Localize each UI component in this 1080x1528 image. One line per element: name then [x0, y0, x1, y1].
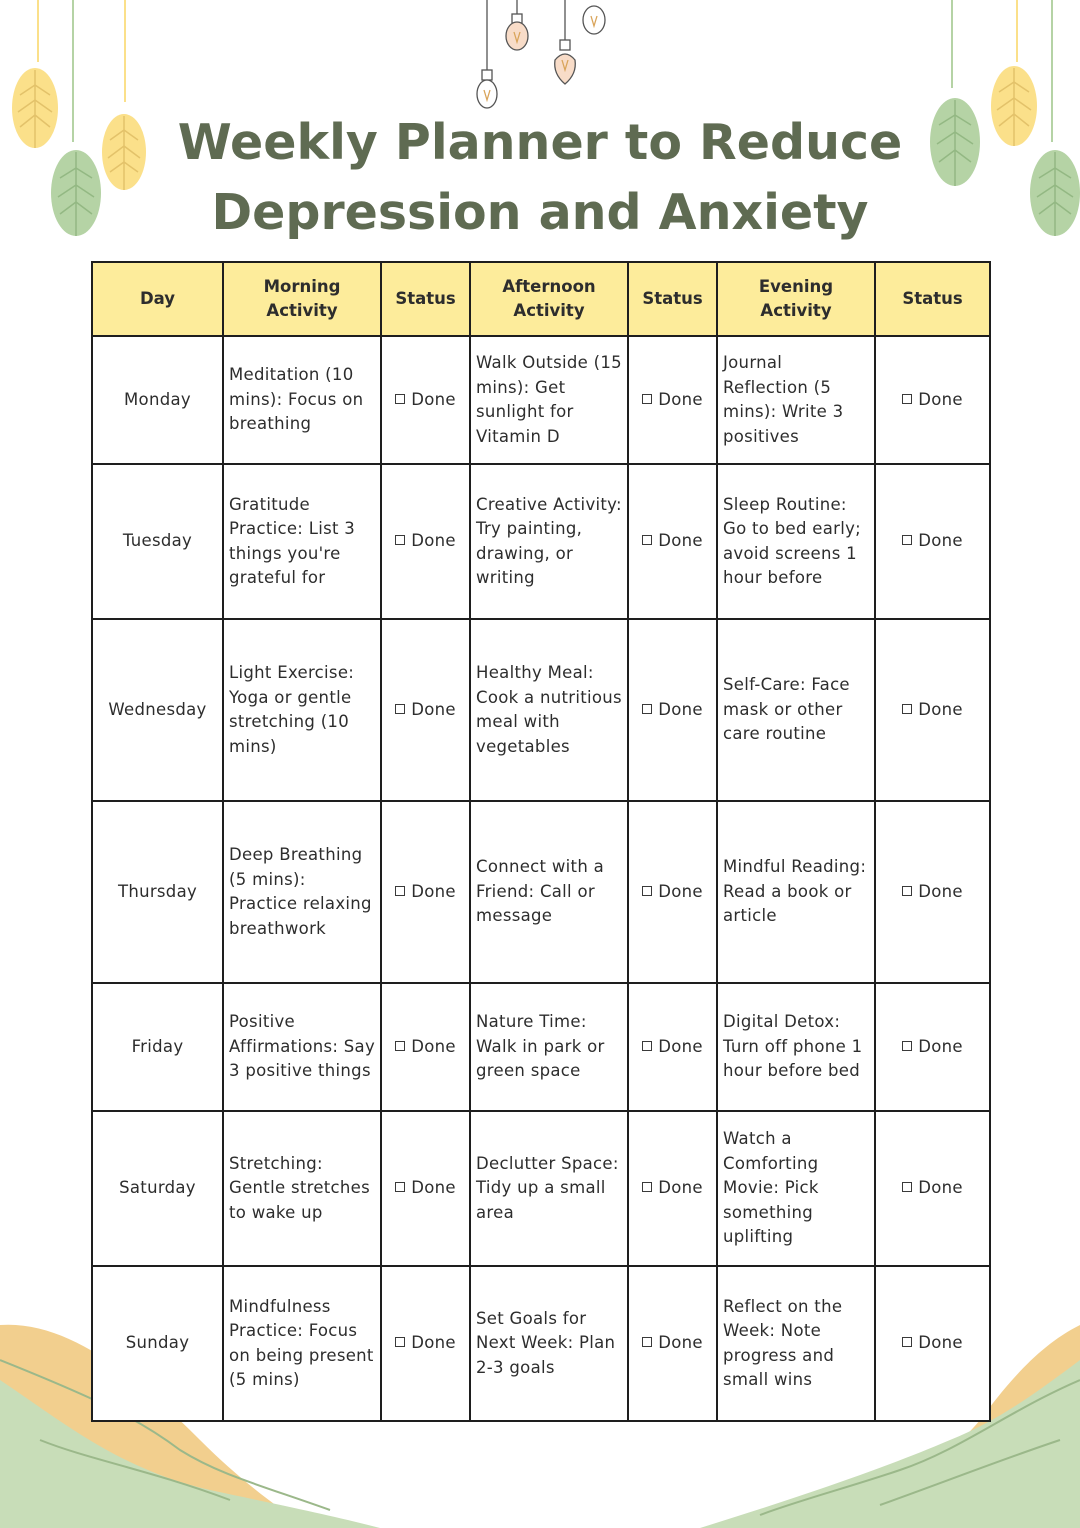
status-label: Done: [918, 1036, 963, 1056]
table-row-thursday: [92, 801, 990, 983]
header-status-evening: Status: [875, 262, 990, 336]
status-label: Done: [411, 1333, 456, 1353]
table-row-saturday: [92, 1111, 990, 1266]
status-label: Done: [411, 531, 456, 551]
afternoon-activity-cell: Declutter Space: Tidy up a small area: [470, 1111, 628, 1266]
checkbox-icon: [642, 704, 652, 714]
evening-status-checkbox[interactable]: [875, 464, 990, 619]
table-row-tuesday: [92, 464, 990, 619]
header-afternoon-activity: Afternoon Activity: [470, 262, 628, 336]
afternoon-status-checkbox[interactable]: [628, 619, 717, 801]
checkbox-icon: [642, 394, 652, 404]
morning-status-checkbox[interactable]: [381, 801, 470, 983]
evening-activity-cell: Reflect on the Week: Note progress and small wins: [717, 1266, 875, 1421]
checkbox-icon: [642, 1041, 652, 1051]
checkbox-icon: [395, 1041, 405, 1051]
header-morning-activity: Morning Activity: [223, 262, 381, 336]
morning-status-checkbox[interactable]: [381, 336, 470, 464]
checkbox-icon: [902, 704, 912, 714]
afternoon-activity-cell: Creative Activity: Try painting, drawing, or writing: [470, 464, 628, 619]
day-cell: Tuesday: [92, 464, 223, 619]
day-cell: Monday: [92, 336, 223, 464]
status-label: Done: [918, 881, 963, 901]
light-bulbs-icon: [477, 0, 605, 108]
status-label: Done: [918, 1333, 963, 1353]
afternoon-status-checkbox[interactable]: [628, 1266, 717, 1421]
page-title: [0, 108, 1080, 248]
weekly-planner-table: [91, 261, 991, 1422]
afternoon-activity-cell: Healthy Meal: Cook a nutritious meal with vegetables: [470, 619, 628, 801]
morning-status-checkbox[interactable]: [381, 983, 470, 1111]
status-label: Done: [411, 881, 456, 901]
table-row-friday: [92, 983, 990, 1111]
table-row-sunday: [92, 1266, 990, 1421]
checkbox-icon: [395, 1182, 405, 1192]
day-cell: Wednesday: [92, 619, 223, 801]
morning-status-checkbox[interactable]: [381, 1111, 470, 1266]
checkbox-icon: [642, 535, 652, 545]
status-label: Done: [918, 531, 963, 551]
evening-status-checkbox[interactable]: [875, 983, 990, 1111]
status-label: Done: [411, 1036, 456, 1056]
evening-activity-cell: Journal Reflection (5 mins): Write 3 positives: [717, 336, 875, 464]
morning-activity-cell: Light Exercise: Yoga or gentle stretching (10 mins): [223, 619, 381, 801]
checkbox-icon: [902, 1182, 912, 1192]
status-label: Done: [658, 389, 703, 409]
morning-activity-cell: Positive Affirmations: Say 3 positive things: [223, 983, 381, 1111]
checkbox-icon: [395, 535, 405, 545]
status-label: Done: [918, 699, 963, 719]
status-label: Done: [411, 699, 456, 719]
evening-status-checkbox[interactable]: [875, 336, 990, 464]
checkbox-icon: [395, 704, 405, 714]
day-cell: Thursday: [92, 801, 223, 983]
evening-activity-cell: Sleep Routine: Go to bed early; avoid screens 1 hour before: [717, 464, 875, 619]
status-label: Done: [658, 1333, 703, 1353]
header-day: Day: [92, 262, 223, 336]
morning-status-checkbox[interactable]: [381, 464, 470, 619]
status-label: Done: [411, 1178, 456, 1198]
morning-status-checkbox[interactable]: [381, 619, 470, 801]
evening-status-checkbox[interactable]: [875, 1111, 990, 1266]
header-evening-activity: Evening Activity: [717, 262, 875, 336]
status-label: Done: [658, 531, 703, 551]
header-status-afternoon: Status: [628, 262, 717, 336]
status-label: Done: [411, 389, 456, 409]
status-label: Done: [658, 1036, 703, 1056]
afternoon-status-checkbox[interactable]: [628, 464, 717, 619]
afternoon-status-checkbox[interactable]: [628, 801, 717, 983]
afternoon-activity-cell: Walk Outside (15 mins): Get sunlight for Vitamin D: [470, 336, 628, 464]
checkbox-icon: [395, 394, 405, 404]
afternoon-activity-cell: Nature Time: Walk in park or green space: [470, 983, 628, 1111]
checkbox-icon: [902, 1041, 912, 1051]
afternoon-status-checkbox[interactable]: [628, 336, 717, 464]
evening-activity-cell: Self-Care: Face mask or other care routine: [717, 619, 875, 801]
title-line-1: Weekly Planner to Reduce: [177, 114, 903, 171]
table-header-row: [92, 262, 990, 336]
checkbox-icon: [642, 886, 652, 896]
evening-status-checkbox[interactable]: [875, 801, 990, 983]
table-row-wednesday: [92, 619, 990, 801]
checkbox-icon: [902, 1337, 912, 1347]
checkbox-icon: [902, 886, 912, 896]
afternoon-status-checkbox[interactable]: [628, 983, 717, 1111]
evening-activity-cell: Watch a Comforting Movie: Pick something uplifting: [717, 1111, 875, 1266]
checkbox-icon: [395, 1337, 405, 1347]
morning-activity-cell: Deep Breathing (5 mins): Practice relaxing breathwork: [223, 801, 381, 983]
morning-activity-cell: Mindfulness Practice: Focus on being present (5 mins): [223, 1266, 381, 1421]
status-label: Done: [658, 1178, 703, 1198]
checkbox-icon: [642, 1337, 652, 1347]
title-line-2: Depression and Anxiety: [211, 184, 869, 241]
checkbox-icon: [902, 535, 912, 545]
checkbox-icon: [395, 886, 405, 896]
evening-status-checkbox[interactable]: [875, 619, 990, 801]
day-cell: Saturday: [92, 1111, 223, 1266]
status-label: Done: [658, 699, 703, 719]
header-status-morning: Status: [381, 262, 470, 336]
day-cell: Sunday: [92, 1266, 223, 1421]
afternoon-status-checkbox[interactable]: [628, 1111, 717, 1266]
morning-activity-cell: Stretching: Gentle stretches to wake up: [223, 1111, 381, 1266]
status-label: Done: [918, 389, 963, 409]
evening-status-checkbox[interactable]: [875, 1266, 990, 1421]
morning-activity-cell: Gratitude Practice: List 3 things you're grateful for: [223, 464, 381, 619]
afternoon-activity-cell: Set Goals for Next Week: Plan 2-3 goals: [470, 1266, 628, 1421]
status-label: Done: [658, 881, 703, 901]
evening-activity-cell: Digital Detox: Turn off phone 1 hour before bed: [717, 983, 875, 1111]
checkbox-icon: [642, 1182, 652, 1192]
evening-activity-cell: Mindful Reading: Read a book or article: [717, 801, 875, 983]
morning-status-checkbox[interactable]: [381, 1266, 470, 1421]
day-cell: Friday: [92, 983, 223, 1111]
status-label: Done: [918, 1178, 963, 1198]
afternoon-activity-cell: Connect with a Friend: Call or message: [470, 801, 628, 983]
checkbox-icon: [902, 394, 912, 404]
table-row-monday: [92, 336, 990, 464]
morning-activity-cell: Meditation (10 mins): Focus on breathing: [223, 336, 381, 464]
